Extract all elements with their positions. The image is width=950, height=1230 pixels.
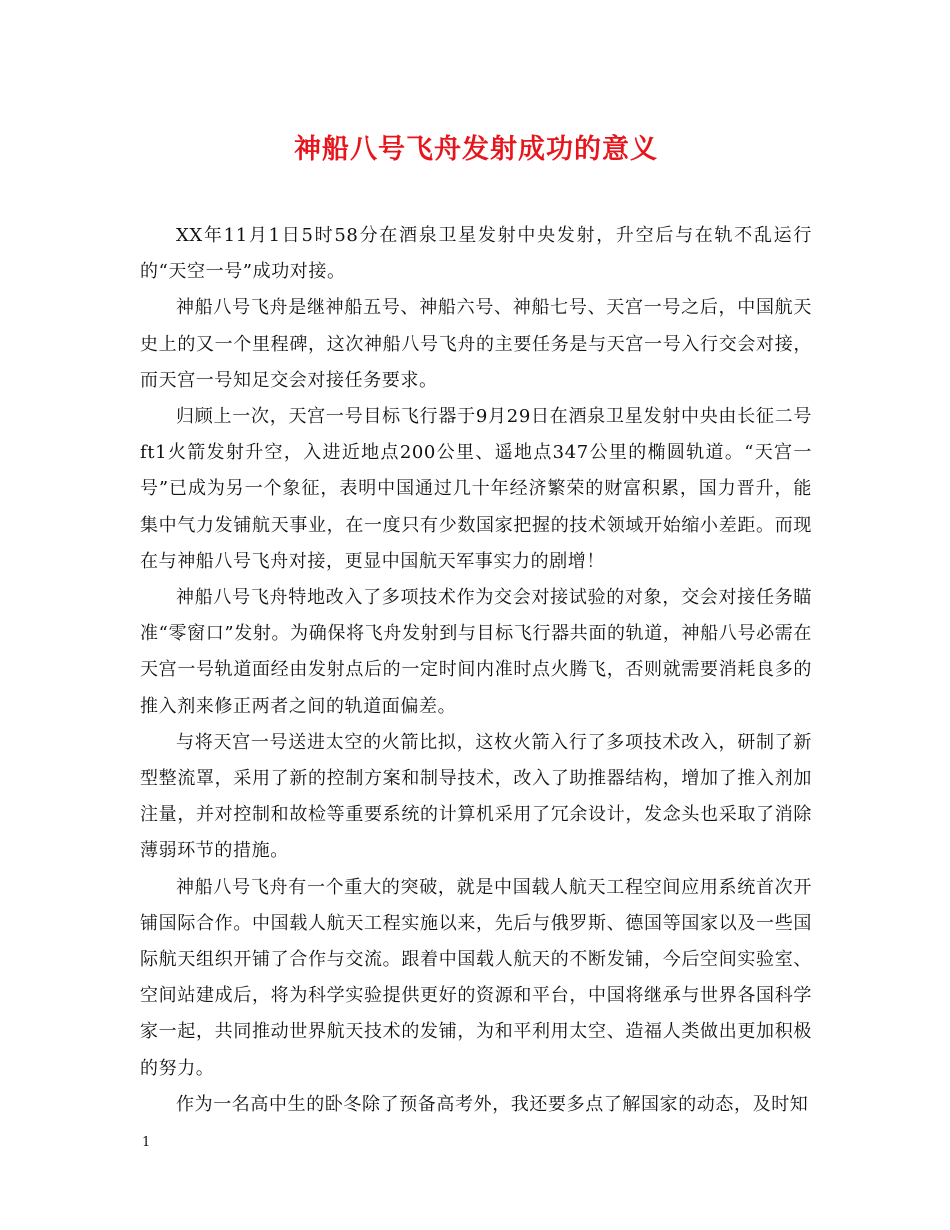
paragraph: 作为一名高中生的卧冬除了预备高考外，我还要多点了解国家的动态，及时知 (176, 1093, 809, 1115)
document-body (140, 218, 812, 1123)
paragraph: 与将天宫一号送进太空的火箭比拟，这枚火箭入行了多项技术改入，研制了新型整流罩，采用了新的控制方案和制导技术，改入了助推器结构，增加了推入剂加注量，并对控制和故检等重要系统的计算机采用了冗余设计，发念头也采取了消除薄弱环节的措施。 (140, 731, 812, 862)
document-title: 神船八号飞舟发射成功的意义 (294, 134, 658, 165)
paragraph: 神船八号飞舟特地改入了多项技术作为交会对接试验的对象，交会对接任务瞄准“零窗口”发射。为确保将飞舟发射到与目标飞行器共面的轨道，神船八号必需在天宫一号轨道面经由发射点后的一定时间内准时点火腾飞，否则就需要消耗良多的推入剂来修正两者之间的轨道面偏差。 (140, 587, 812, 717)
document-page (140, 128, 812, 1123)
page-number: 1 (142, 1135, 151, 1150)
paragraph: 神船八号飞舟有一个重大的突破，就是中国载人航天工程空间应用系统首次开铺国际合作。中国载人航天工程实施以来，先后与俄罗斯、德国等国家以及一些国际航天组织开铺了合作与交流。跟着中国载人航天的不断发铺，今后空间实验室、空间站建成后，将为科学实验提供更好的资源和平台，中国将继承与世界各国科学家一起，共同推动世界航天技术的发铺，为和平利用太空、造福人类做出更加积极的努力。 (140, 876, 812, 1079)
paragraph: 归顾上一次，天宫一号目标飞行器于9月29日在酒泉卫星发射中央由长征二号ft1火箭发射升空，入进近地点200公里、遥地点347公里的椭圆轨道。“天宫一号”已成为另一个象征，表明中国通过几十年经济繁荣的财富积累，国力晋升，能集中气力发铺航天事业，在一度只有少数国家把握的技术领域开始缩小差距。而现在与神船八号飞舟对接，更显中国航天军事实力的剧增！ (140, 406, 812, 572)
paragraph: 神船八号飞舟是继神船五号、神船六号、神船七号、天宫一号之后，中国航天史上的又一个里程碑，这次神船八号飞舟的主要任务是与天宫一号入行交会对接，而天宫一号知足交会对接任务要求。 (140, 297, 812, 391)
paragraph: XX年11月1日5时58分在酒泉卫星发射中央发射，升空后与在轨不乱运行的“天空一号”成功对接。 (140, 225, 812, 283)
